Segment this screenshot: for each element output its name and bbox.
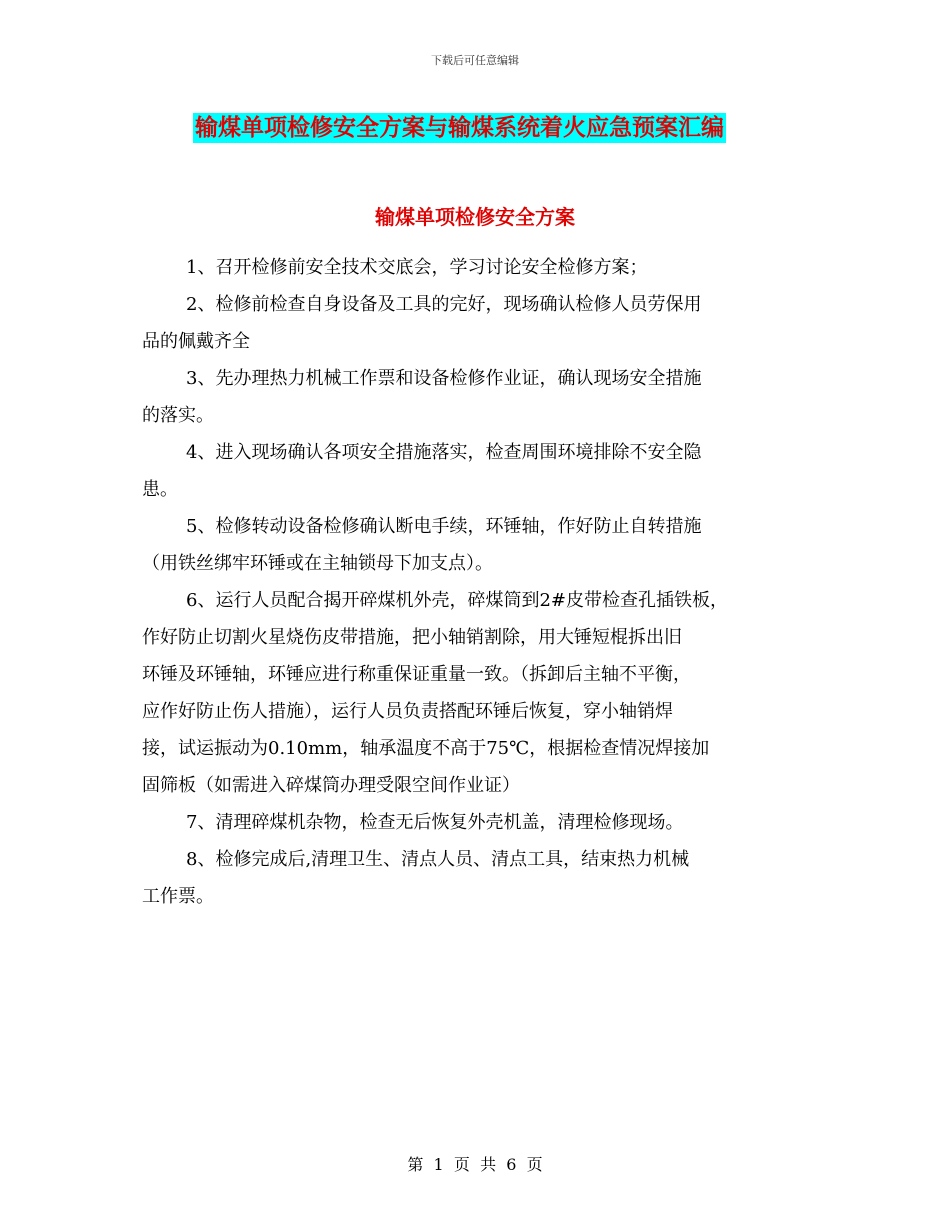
page-number-footer: 第 1 页 共 6 页 xyxy=(407,1155,543,1174)
paragraph-line: 7、清理碎煤机杂物，检查无后恢复外壳机盖，清理检修现场。 xyxy=(186,812,684,833)
paragraph-line: 3、先办理热力机械工作票和设备检修作业证，确认现场安全措施 xyxy=(186,368,702,389)
paragraph-line: 固筛板（如需进入碎煤筒办理受限空间作业证） xyxy=(142,775,520,796)
paragraph-line: 工作票。 xyxy=(142,886,214,907)
paragraph-line: 作好防止切割火星烧伤皮带措施，把小轴销割除，用大锤短棍拆出旧 xyxy=(142,627,682,648)
paragraph-line: 2、检修前检查自身设备及工具的完好，现场确认检修人员劳保用 xyxy=(186,294,702,315)
paragraph-line: 接，试运振动为0.10mm，轴承温度不高于75℃，根据检查情况焊接加 xyxy=(142,738,710,759)
paragraph-line: （用铁丝绑牢环锤或在主轴锁母下加支点）。 xyxy=(142,553,493,574)
paragraph-line: 应作好防止伤人措施），运行人员负责搭配环锤后恢复，穿小轴销焊 xyxy=(142,701,673,722)
paragraph-line: 环锤及环锤轴，环锤应进行称重保证重量一致。（拆卸后主轴不平衡， xyxy=(142,664,691,685)
section-title: 输煤单项检修安全方案 xyxy=(375,205,575,229)
paragraph-line: 8、检修完成后,清理卫生、清点人员、清点工具，结束热力机械 xyxy=(186,849,690,870)
page-header-note: 下载后可任意编辑 xyxy=(431,54,519,67)
paragraph-line: 4、进入现场确认各项安全措施落实，检查周围环境排除不安全隐 xyxy=(186,442,702,463)
paragraph-line: 5、检修转动设备检修确认断电手续，环锤轴，作好防止自转措施 xyxy=(186,516,702,537)
paragraph-line: 6、运行人员配合揭开碎煤机外壳，碎煤筒到2#皮带检查孔插铁板， xyxy=(186,590,728,611)
document-title: 输煤单项检修安全方案与输煤系统着火应急预案汇编 xyxy=(195,114,724,141)
paragraph-line: 的落实。 xyxy=(142,405,214,426)
paragraph-line: 品的佩戴齐全 xyxy=(142,331,250,352)
document-body xyxy=(142,249,822,915)
paragraph-line: 患。 xyxy=(142,479,178,500)
paragraph-line: 1、召开检修前安全技术交底会，学习讨论安全检修方案； xyxy=(186,257,648,278)
